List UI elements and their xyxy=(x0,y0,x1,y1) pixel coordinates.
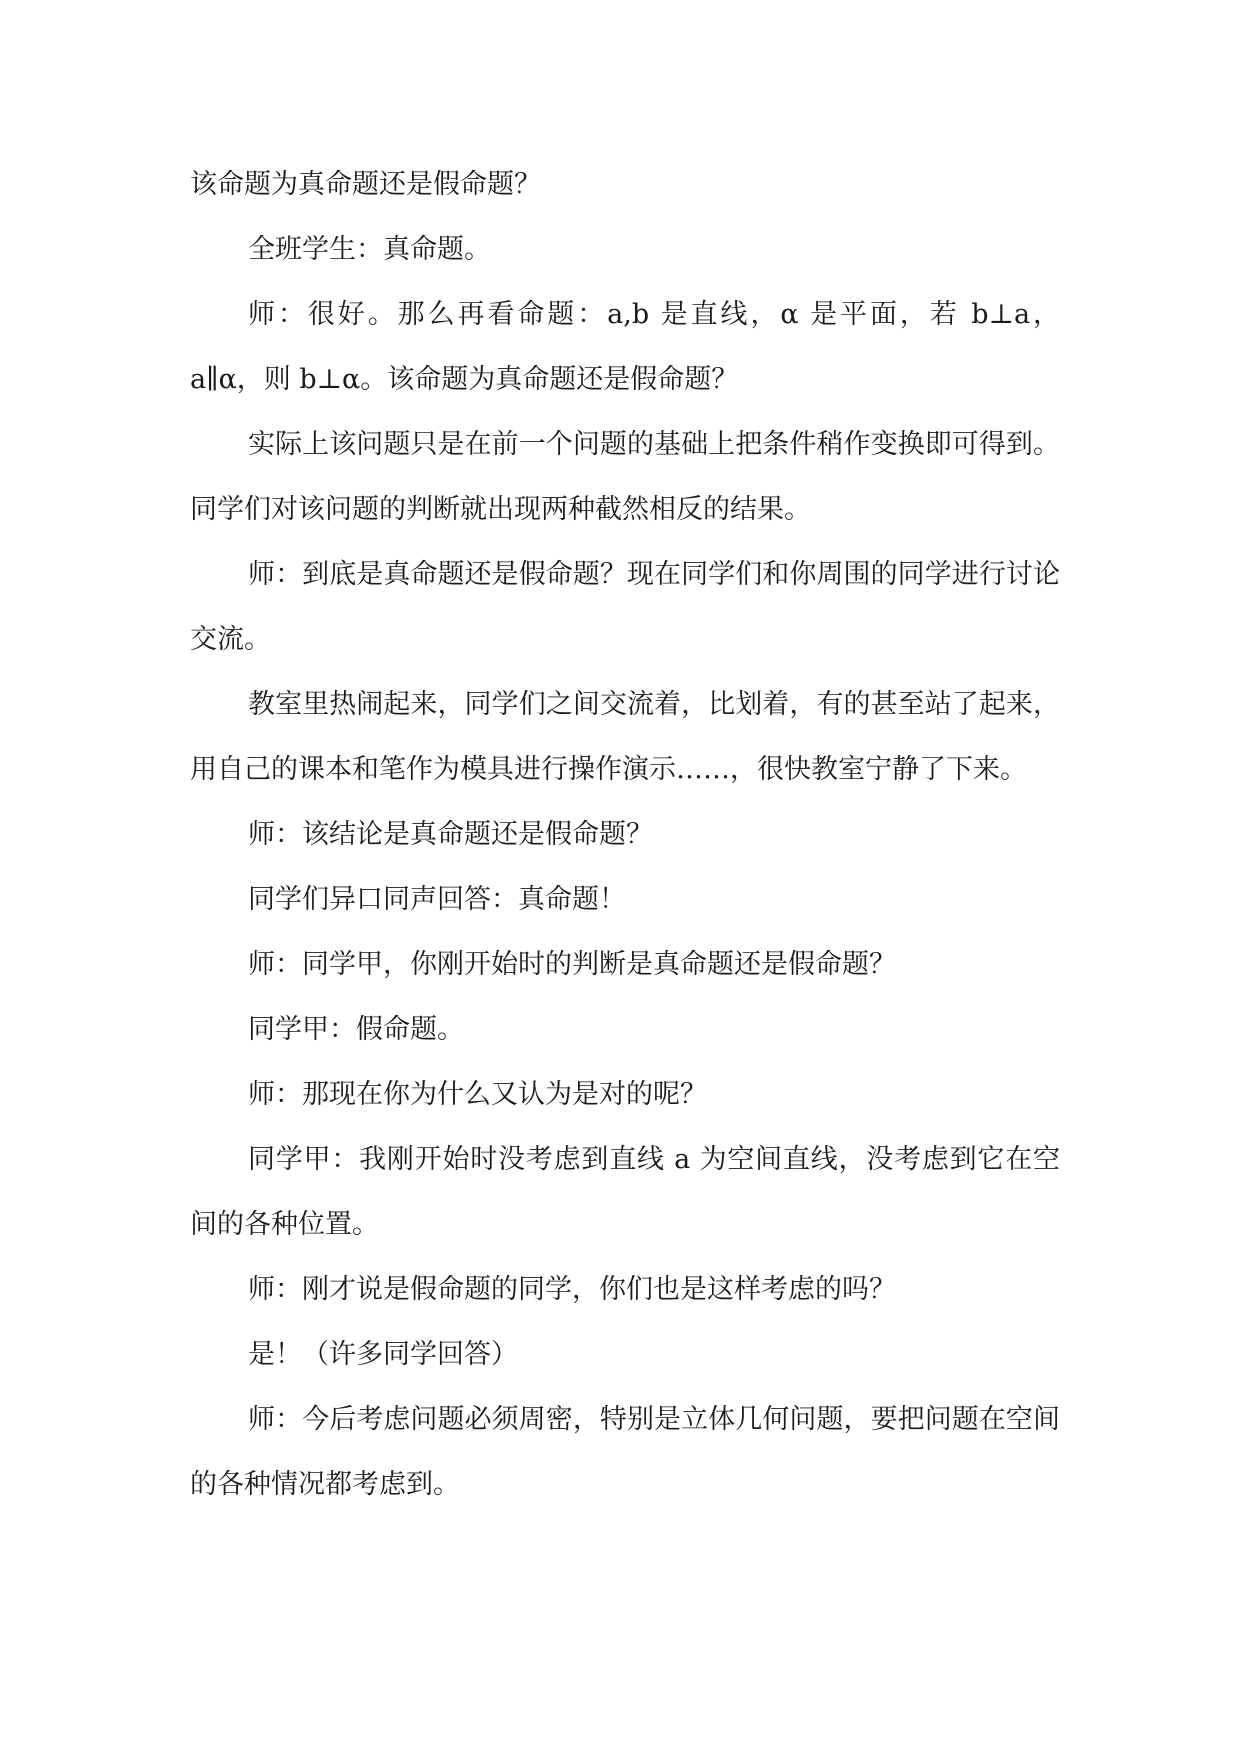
paragraph: 师：到底是真命题还是假命题？现在同学们和你周围的同学进行讨论交流。 xyxy=(190,559,1060,655)
document-body xyxy=(190,152,1060,1517)
paragraph: 同学甲：假命题。 xyxy=(248,1014,464,1045)
paragraph: 师：该结论是真命题还是假命题？ xyxy=(248,819,653,850)
paragraph: 同学甲：我刚开始时没考虑到直线 a 为空间直线，没考虑到它在空间的各种位置。 xyxy=(190,1144,1060,1240)
paragraph: 该命题为真命题还是假命题？ xyxy=(190,169,541,200)
paragraph: 师：那现在你为什么又认为是对的呢？ xyxy=(248,1079,707,1110)
paragraph: 是！（许多同学回答） xyxy=(248,1339,518,1370)
paragraph: 实际上该问题只是在前一个问题的基础上把条件稍作变换即可得到。同学们对该问题的判断就出现两种截然相反的结果。 xyxy=(190,429,1060,525)
paragraph: 师：刚才说是假命题的同学，你们也是这样考虑的吗？ xyxy=(248,1274,896,1305)
paragraph: 全班学生：真命题。 xyxy=(248,234,491,265)
paragraph: 教室里热闹起来，同学们之间交流着，比划着，有的甚至站了起来，用自己的课本和笔作为模具进行操作演示……，很快教室宁静了下来。 xyxy=(190,689,1060,785)
paragraph: 师：同学甲，你刚开始时的判断是真命题还是假命题？ xyxy=(248,949,896,980)
paragraph: 同学们异口同声回答：真命题！ xyxy=(248,884,626,915)
paragraph: 师：今后考虑问题必须周密，特别是立体几何问题，要把问题在空间的各种情况都考虑到。 xyxy=(190,1404,1060,1500)
paragraph: 师：很好。那么再看命题：a,b 是直线，α 是平面，若 b⊥a，a∥α，则 b⊥α。该命题为真命题还是假命题？ xyxy=(190,299,1060,395)
